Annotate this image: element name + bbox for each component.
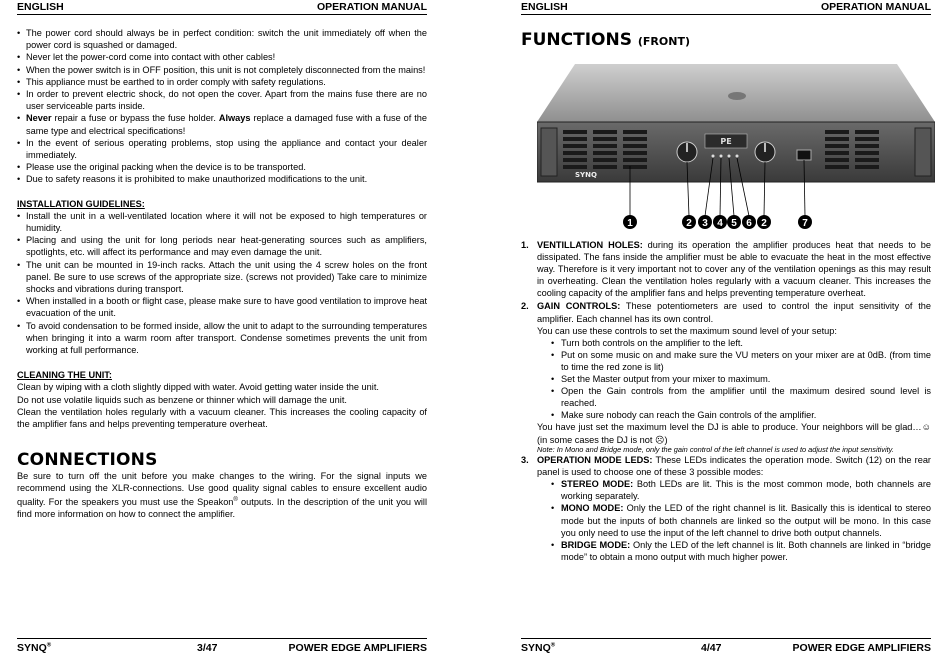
footer-brand (17, 642, 51, 654)
always-word: Always (218, 113, 251, 124)
cleaning-line: Do not use volatile liquids such as benzene or thinner which will damage the unit. (17, 394, 347, 405)
functions-list (521, 239, 931, 563)
footer-brand (521, 642, 555, 654)
cleaning-line: Clean by wiping with a cloth slightly dipped with water. Avoid getting water inside the unit. (17, 382, 379, 393)
list-item: • Due to safety reasons it is prohibited to make unauthorized modifications to the unit. (17, 173, 427, 185)
list-item: • This appliance must be earthed to in order comply with safety regulations. (17, 76, 427, 88)
callout-label: 2 (686, 218, 692, 229)
callout-4 (713, 215, 727, 229)
mode-text: Only the LED of the right channel is lit. Basically this is identical to stereo mode but the inputs of both channels are linked so the output will be mono. In this case you only need to use the input of the left channel to drive both output channels. (561, 503, 931, 538)
item-label: OPERATION MODE LEDS: (537, 455, 653, 466)
footer-product: POWER EDGE AMPLIFIERS (792, 642, 931, 654)
callout-3 (698, 215, 712, 229)
rack-ear-left (541, 128, 557, 176)
item-text: These potentiometers are used to control the input sensitivity of the amplifier. Each channel has its own control. (537, 301, 931, 324)
amp-brand-text: SYNQ (575, 171, 597, 179)
item-label: VENTILLATION HOLES: (537, 240, 643, 250)
function-item-vent (521, 239, 931, 299)
connections-text-a: Be sure to turn off the unit before you make changes to the wiring. For the signal inputs we recommend using the XLR-connections. Use good quality signal cables to ensure excellent audio quality. For the speakers you must use the Speakon (17, 470, 427, 507)
list-item: • Put on some music on and make sure the VU meters on your mixer are at 0dB. (from time to time the red zone is lit) (551, 349, 931, 373)
fuse-text-end: replace a damaged fuse with a fuse of the same type and electrical specifications! (26, 113, 427, 136)
list-item: • Please use the original packing when the device is to be transported. (17, 161, 427, 173)
connections-text (17, 470, 427, 521)
item-text: during its operation the amplifier produces heat that needs to be dissipated. The fans inside the amplifier must be able to evacuate the heat in the most effective way. Therefore is it very important not to cover any of the ventilation openings as this may result in overheating. Clean the ventilation holes regularly with a vacuum cleaner. This increases the cooling capacity of the amplifier fans and helps preventing temperature overheat. (537, 240, 931, 299)
page-footer (521, 638, 931, 653)
callout-2 (757, 215, 771, 229)
callout-label: 4 (717, 218, 723, 229)
list-item (551, 502, 931, 538)
list-item: • When the power switch is in OFF position, this unit is not completely disconnected from the mains! (17, 64, 427, 76)
left-content (17, 27, 427, 520)
header-manual-title: OPERATION MANUAL (316, 1, 427, 13)
item-number: 1. (521, 240, 529, 250)
header-manual-title: OPERATION MANUAL (820, 1, 931, 13)
registered-mark: ® (233, 496, 238, 503)
page-footer (17, 638, 427, 653)
left-page (17, 0, 427, 654)
list-item (17, 112, 427, 136)
svg-text:PE: PE (720, 137, 732, 146)
function-item-mode (521, 454, 931, 563)
list-item: • Set the Master output from your mixer to maximum. (551, 373, 931, 385)
mode-text: Both LEDs are lit. This is the most common mode, both channels are working separately. (561, 479, 931, 502)
right-page (521, 0, 931, 654)
mode-list (551, 478, 931, 563)
functions-subtitle: (FRONT) (637, 35, 690, 48)
callout-6 (742, 215, 756, 229)
functions-title: FUNCTIONS (521, 30, 632, 50)
function-item-gain (521, 300, 931, 454)
fuse-text-mid: repair a fuse or bypass the fuse holder. (51, 113, 219, 124)
callout-1 (623, 215, 637, 229)
list-item: • To avoid condensation to be formed inside, allow the unit to adapt to the surrounding temperatures when bringing it into a warm room after transport. Condense sometimes prevents the unit from working at full performance. (17, 320, 427, 357)
page-header (17, 0, 427, 15)
item-number: 3. (521, 455, 529, 466)
list-item: • Placing and using the unit for long periods near heat-generating sources such as amplifiers, spotlights, etc. will affect its performance and may even damage the unit. (17, 234, 427, 258)
footer-product: POWER EDGE AMPLIFIERS (288, 642, 427, 654)
footer-page-number: 4/47 (701, 642, 722, 654)
connections-heading: CONNECTIONS (17, 450, 158, 471)
mode-text: Only the LED of the left channel is lit. Both channels are linked in “bridge mode” to obtain a mono output with much higher power. (561, 539, 932, 562)
list-item: • Make sure nobody can reach the Gain controls of the amplifier. (551, 409, 931, 421)
never-word: Never (26, 113, 52, 124)
cleaning-line: Clean the ventilation holes regularly with a vacuum cleaner. This increases the cooling capacity of the amplifier fans and helps preventing temperature overheat. (17, 406, 427, 430)
callout-label: 5 (731, 218, 737, 229)
list-item: • In order to prevent electric shock, do not open the cover. Apart from the mains fuse there are no user serviceable parts inside. (17, 88, 427, 112)
callout-label: 6 (746, 218, 752, 229)
mode-label: MONO MODE: (561, 503, 624, 514)
list-item: • The power cord should always be in perfect condition: switch the unit immediately off when the power cord is squashed or damaged. (17, 27, 427, 51)
installation-heading: INSTALLATION GUIDELINES: (17, 198, 145, 209)
footer-page-number: 3/47 (197, 642, 218, 654)
list-item: • The unit can be mounted in 19-inch racks. Attach the unit using the 4 screw holes on the front panel. Be sure to use screws of the appropriate size. (screws not provided) Take care to minimize shocks and vibrations during transport. (17, 259, 427, 296)
mode-label: BRIDGE MODE: (561, 539, 631, 550)
list-item (551, 539, 931, 563)
amplifier-front-illustration (537, 56, 935, 238)
item-text: These LEDs indicates the operation mode. Switch (12) on the rear panel is used to choose one of these 3 possible modes: (537, 455, 931, 478)
footer-registered: ® (550, 642, 556, 649)
item-number: 2. (521, 301, 529, 312)
list-item: • In the event of serious operating problems, stop using the appliance and contact your dealer immediately. (17, 137, 427, 161)
header-language: ENGLISH (17, 1, 64, 13)
list-item: • Open the Gain controls from the amplifier until the maximum desired sound level is reached. (551, 385, 931, 409)
header-language: ENGLISH (521, 1, 568, 13)
callout-label: 7 (802, 218, 808, 229)
gain-after: You have just set the maximum level the DJ is able to produce. Your neighbors will be glad…☺ (in some cases the DJ is not ☹) (537, 422, 931, 445)
gain-intro: You can use these controls to set the maximum sound level of your setup: (537, 325, 837, 336)
power-switch (797, 150, 811, 160)
list-item: • Turn both controls on the amplifier to the left. (551, 337, 931, 349)
callout-7 (798, 215, 812, 229)
mode-label: STEREO MODE: (561, 479, 634, 490)
list-item (551, 478, 931, 502)
cleaning-heading: CLEANING THE UNIT: (17, 370, 112, 381)
callout-5 (727, 215, 741, 229)
rack-ear-right (915, 128, 931, 176)
amp-top-screw (728, 92, 746, 100)
list-item: • When installed in a booth or flight case, please make sure to have good ventilation to improve heat evacuation of the unit. (17, 295, 427, 319)
callout-label: 2 (761, 218, 767, 229)
page-header (521, 0, 931, 15)
connections-text-b: outputs. In the description of the unit you will find more information on how to connect the amplifier. (17, 496, 427, 520)
footer-registered: ® (46, 642, 52, 649)
safety-list (17, 27, 427, 186)
callout-2 (682, 215, 696, 229)
gain-steps (551, 337, 931, 422)
installation-list (17, 210, 427, 356)
callout-label: 1 (627, 218, 633, 229)
callout-markers (623, 215, 812, 229)
list-item: • Never let the power-cord come into contact with other cables! (17, 51, 427, 63)
footer-brand-text: SYNQ (521, 642, 551, 654)
functions-heading (521, 30, 690, 50)
gain-note: Note: In Mono and Bridge mode, only the gain control of the left channel is used to adjust the input sensitivity. (537, 444, 894, 454)
callout-label: 3 (702, 218, 708, 229)
item-label: GAIN CONTROLS: (537, 301, 621, 312)
list-item: • Install the unit in a well-ventilated location where it will not be exposed to high temperatures or humidity. (17, 210, 427, 234)
footer-brand-text: SYNQ (17, 642, 47, 654)
